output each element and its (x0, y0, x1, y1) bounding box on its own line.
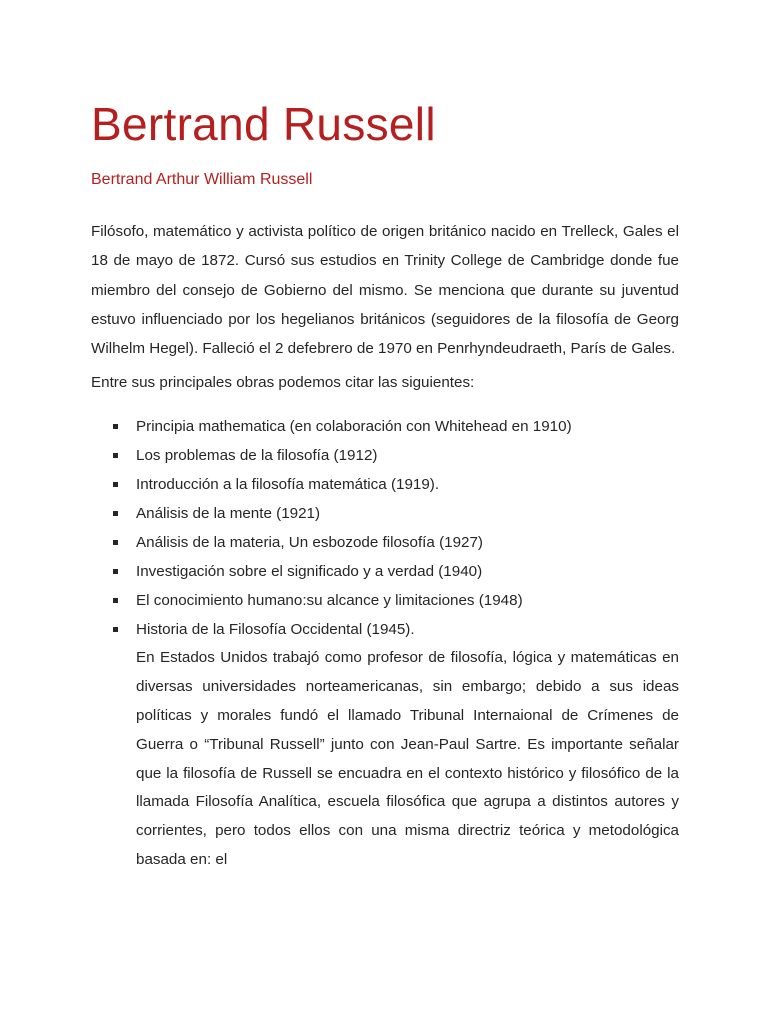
list-item (91, 528, 679, 557)
list-item-label: Historia de la Filosofía Occidental (1945). (136, 621, 415, 639)
bullet-icon (113, 482, 118, 487)
bullet-icon (113, 540, 118, 545)
list-item (91, 499, 679, 528)
list-item-label: Análisis de la mente (1921) (136, 505, 321, 523)
continuation-paragraph: En Estados Unidos trabajó como profesor de filosofía, lógica y matemáticas en diversas universidades norteamericanas, sin embargo; debido a sus ideas políticas y morales fundó el llamado Tribunal Internaional de Crímenes de Guerra o “Tribunal Russell” junto con Jean-Paul Sartre. Es importante señalar que la filosofía de Russell se encuadra en el contexto histórico y filosófico de la llamada Filosofía Analítica, escuela filosófica que agrupa a distintos autores y corrientes, pero todos ellos con una misma directriz teórica y metodológica basada en: el (136, 649, 679, 869)
list-item (91, 586, 679, 615)
document-subtitle: Bertrand Arthur William Russell (91, 171, 313, 188)
bullet-icon (113, 511, 118, 516)
list-item (91, 557, 679, 586)
works-lead: Entre sus principales obras podemos citar las siguientes: (91, 374, 475, 392)
document-title: Bertrand Russell (91, 98, 436, 150)
bullet-icon (113, 627, 118, 632)
bullet-icon (113, 424, 118, 429)
list-item-label: Principia mathematica (en colaboración con Whitehead en 1910) (136, 418, 572, 436)
list-item (91, 615, 679, 644)
list-item-label: Los problemas de la filosofía (1912) (136, 447, 378, 465)
document-page (91, 98, 679, 890)
list-item-label: Introducción a la filosofía matemática (1919). (136, 476, 440, 494)
list-item (91, 470, 679, 499)
list-item-label: Investigación sobre el significado y a verdad (1940) (136, 563, 483, 581)
list-item-label: Análisis de la materia, Un esbozode filosofía (1927) (136, 534, 483, 552)
bullet-icon (113, 598, 118, 603)
bullet-icon (113, 453, 118, 458)
list-item (91, 441, 679, 470)
list-item (91, 412, 679, 441)
list-item-label: El conocimiento humano:su alcance y limitaciones (1948) (136, 592, 523, 610)
works-list (91, 412, 679, 644)
intro-paragraph: Filósofo, matemático y activista político de origen británico nacido en Trelleck, Gales el 18 de mayo de 1872. Cursó sus estudios en Trinity College de Cambridge donde fue miembro del consejo de Gobierno del mismo. Se menciona que durante su juventud estuvo influenciado por los hegelianos británicos (seguidores de la filosofía de Georg Wilhelm Hegel). Falleció el 2 defebrero de 1970 en Penrhyndeudraeth, París de Gales. (91, 223, 679, 358)
bullet-icon (113, 569, 118, 574)
